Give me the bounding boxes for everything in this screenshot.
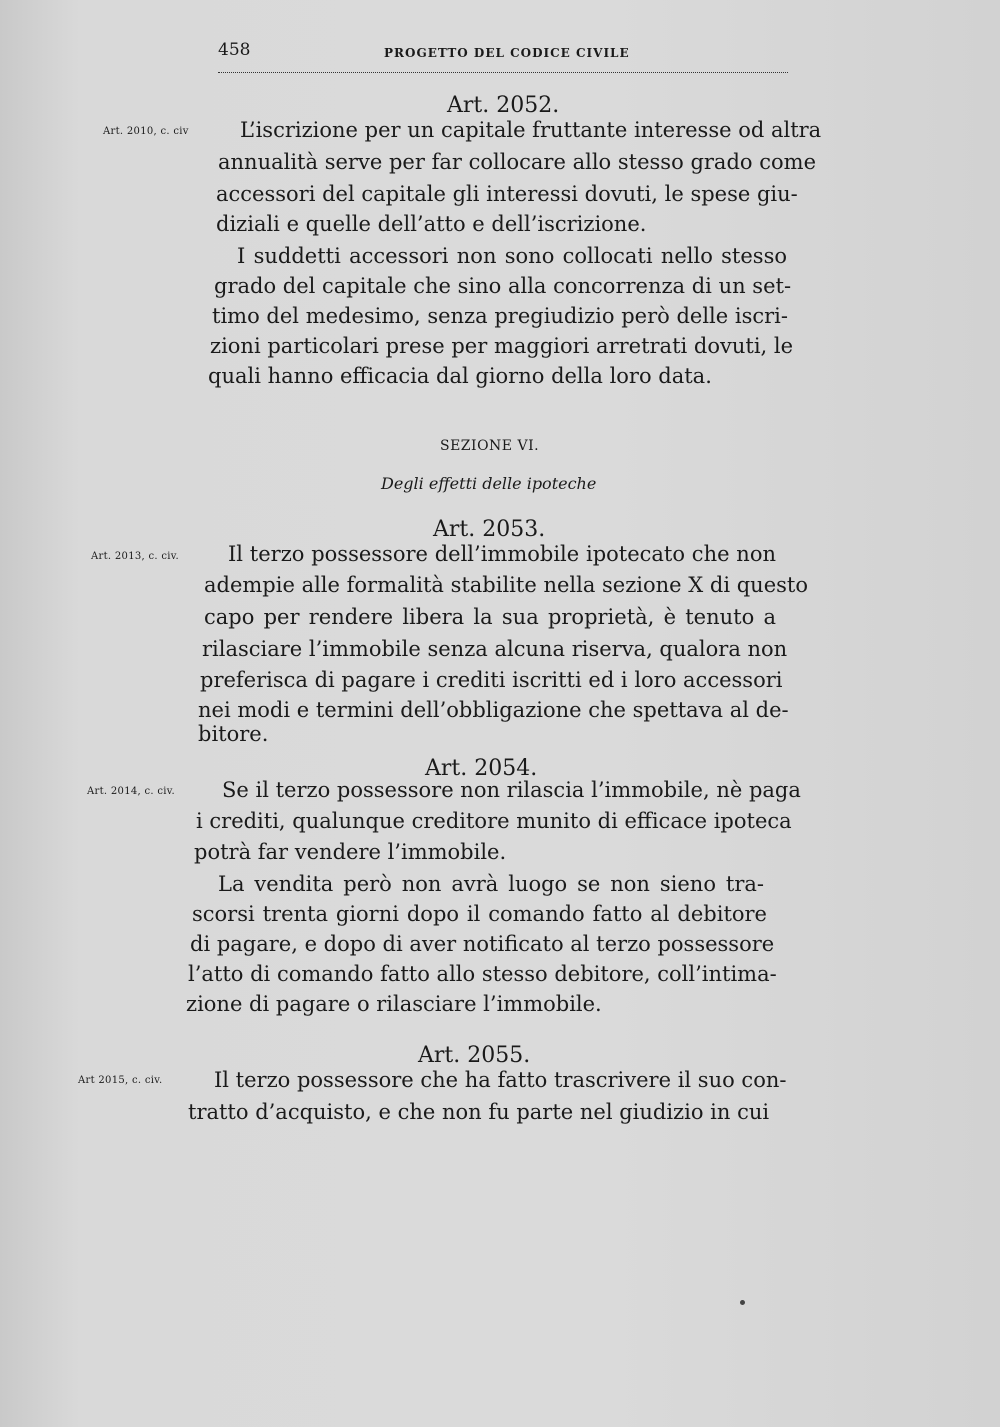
- text-line: zioni particolari prese per maggiori arretrati dovuti, le: [210, 334, 794, 358]
- text-line: timo del medesimo, senza pregiudizio però delle iscri-: [212, 304, 788, 328]
- margin-note-2055: Art 2015, c. civ.: [78, 1075, 163, 1086]
- text-line: quali hanno efficacia dal giorno della loro data.: [208, 364, 712, 388]
- margin-note-2053: Art. 2013, c. civ.: [91, 551, 179, 562]
- text-line: scorsi trenta giorni dopo il comando fatto al debitore: [192, 902, 767, 926]
- text-line: La vendita però non avrà luogo se non sieno tra-: [218, 872, 764, 896]
- text-line: accessori del capitale gli interessi dovuti, le spese giu-: [216, 182, 798, 206]
- text-line: grado del capitale che sino alla concorrenza di un set-: [214, 274, 792, 298]
- text-line: tratto d’acquisto, e che non fu parte nel giudizio in cui: [188, 1100, 770, 1124]
- margin-note-2054: Art. 2014, c. civ.: [87, 786, 175, 797]
- text-line: adempie alle formalità stabilite nella sezione X di questo: [204, 573, 808, 597]
- paper-speck: [740, 1300, 745, 1305]
- text-line: diziali e quelle dell’atto e dell’iscrizione.: [216, 212, 647, 236]
- text-line: rilasciare l’immobile senza alcuna riserva, qualora non: [202, 637, 788, 661]
- text-line: L’iscrizione per un capitale fruttante interesse od altra: [240, 118, 822, 142]
- text-line: Il terzo possessore che ha fatto trascrivere il suo con-: [214, 1068, 787, 1092]
- text-line: I suddetti accessori non sono collocati nello stesso: [237, 244, 787, 268]
- article-heading-2054: Art. 2054.: [425, 756, 538, 781]
- text-line: bitore.: [198, 722, 269, 746]
- text-line: potrà far vendere l’immobile.: [194, 840, 507, 864]
- text-line: Se il terzo possessore non rilascia l’immobile, nè paga: [222, 778, 801, 802]
- text-line: preferisca di pagare i crediti iscritti ed i loro accessori: [200, 668, 783, 692]
- text-line: l’atto di comando fatto allo stesso debitore, coll’intima-: [188, 962, 777, 986]
- text-line: Il terzo possessore dell’immobile ipotecato che non: [228, 542, 776, 566]
- article-heading-2055: Art. 2055.: [418, 1043, 531, 1068]
- text-line: annualità serve per far collocare allo stesso grado come: [218, 150, 816, 174]
- text-line: zione di pagare o rilasciare l’immobile.: [186, 992, 602, 1016]
- text-line: capo per rendere libera la sua proprietà, è tenuto a: [204, 605, 776, 629]
- text-line: nei modi e termini dell’obbligazione che spettava al de-: [198, 698, 789, 722]
- margin-note-2052: Art. 2010, c. civ: [103, 126, 189, 137]
- page-number: 458: [218, 40, 251, 60]
- section-title: SEZIONE VI.: [440, 438, 540, 454]
- running-title: PROGETTO DEL CODICE CIVILE: [384, 46, 630, 60]
- page-header: [218, 40, 788, 73]
- article-heading-2053: Art. 2053.: [433, 517, 546, 542]
- text-line: i crediti, qualunque creditore munito di efficace ipoteca: [196, 809, 792, 833]
- section-subtitle: Degli effetti delle ipoteche: [381, 474, 597, 493]
- text-line: di pagare, e dopo di aver notificato al terzo possessore: [190, 932, 775, 956]
- article-heading-2052: Art. 2052.: [447, 93, 560, 118]
